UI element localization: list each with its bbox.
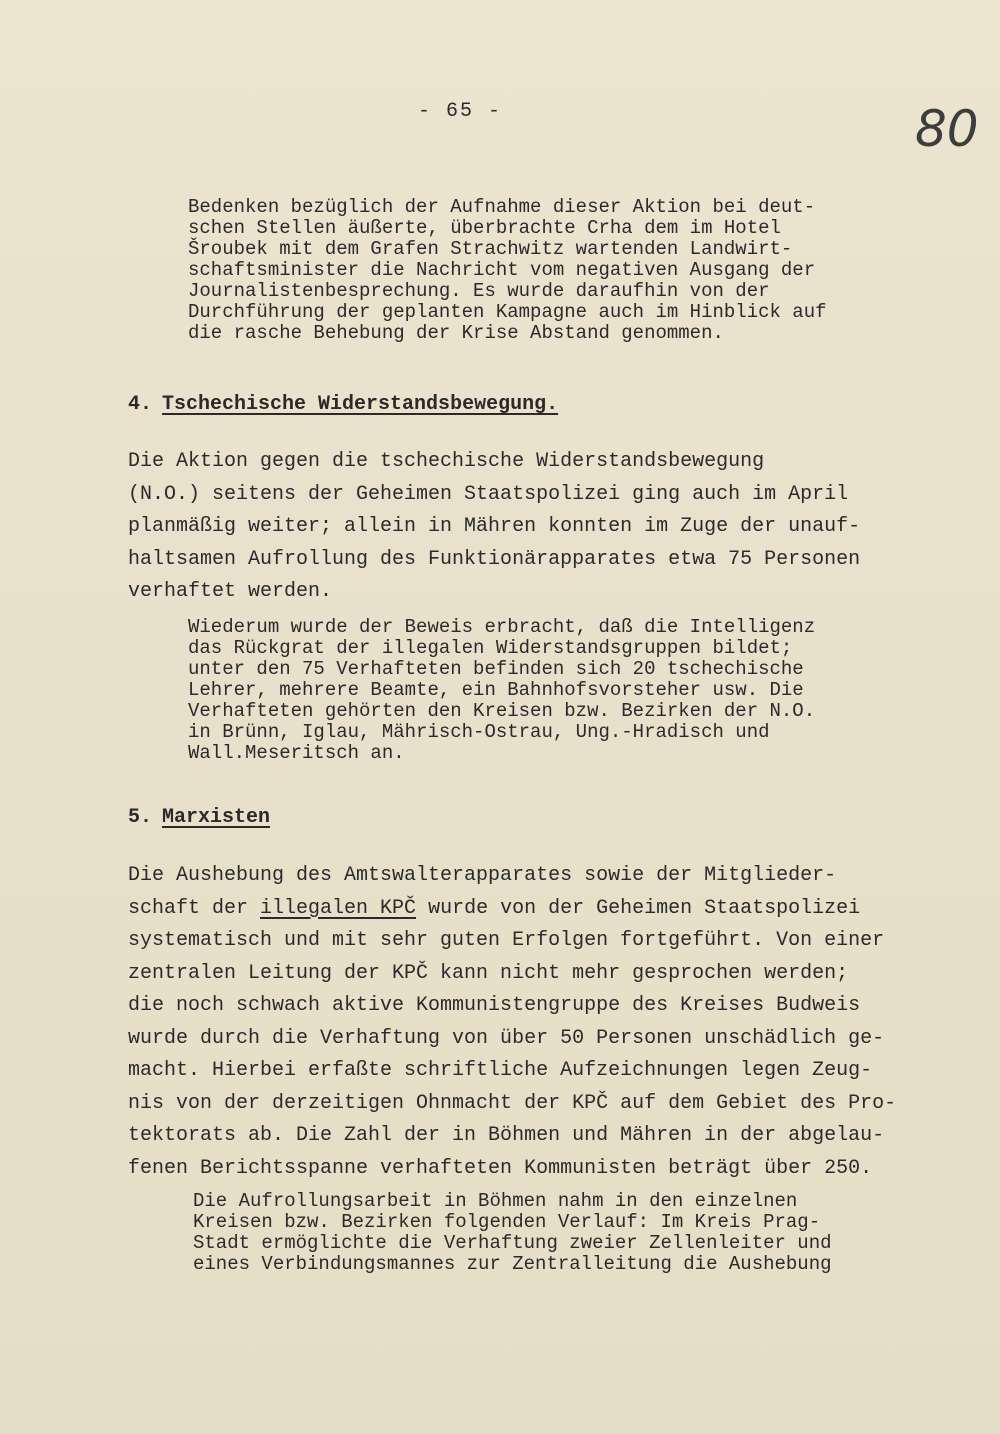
- section-5-line-1: Die Aushebung des Amtswalterapparates sowie der Mitglieder-: [128, 864, 837, 887]
- page-number: - 65 -: [417, 100, 502, 123]
- section-5-line-2: [128, 893, 948, 926]
- section-5-paragraph-rest: systematisch und mit sehr guten Erfolgen fortgeführt. Von einer zentralen Leitung der KPČ kann nicht mehr gesprochen werden; die noch schwach aktive Kommunistengruppe des Kreises Budweis wurde durch die Verhaftung von über 50 Personen unschädlich ge- macht. Hierbei erfaßte schriftliche Aufzeichnungen legen Zeug- nis von der derzeitigen Ohnmacht der KPČ auf dem Gebiet des Pro- tektorats ab. Die Zahl der in Böhmen und Mähren in der abgelau- fenen Berichtsspanne verhafteten Kommunisten beträgt über 250.: [128, 929, 897, 1180]
- paragraph-1: Bedenken bezüglich der Aufnahme dieser Aktion bei deut- schen Stellen äußerte, überbrachte Crha dem im Hotel Šroubek mit dem Grafen Strachwitz wartenden Landwirt- schaftsminister die Nachricht vom negativen Ausgang der Journalistenbesprechung. Es wurde daraufhin von der Durchführung der geplanten Kampagne auch im Hinblick auf die rasche Behebung der Krise Abstand genommen.: [188, 196, 827, 344]
- section-4-heading: [128, 393, 558, 416]
- section-5-title: Marxisten: [162, 806, 271, 829]
- section-5-line-2-start: schaft der: [128, 896, 261, 920]
- section-5-number: 5.: [128, 806, 153, 829]
- section-4-title: Tschechische Widerstandsbewegung.: [162, 393, 559, 416]
- section-4-paragraph-single: Wiederum wurde der Beweis erbracht, daß die Intelligenz das Rückgrat der illegalen Widerstandsgruppen bildet; unter den 75 Verhafteten befinden sich 20 tschechische Lehrer, mehrere Beamte, ein Bahnhofsvorsteher usw. Die Verhafteten gehörten den Kreisen bzw. Bezirken der N.O. in Brünn, Iglau, Mährisch-Ostrau, Ung.-Hradisch und Wall.Meseritsch an.: [188, 616, 816, 764]
- section-5-heading: [128, 806, 270, 829]
- section-4-paragraph-wide: Die Aktion gegen die tschechische Widerstandsbewegung (N.O.) seitens der Geheimen Staatspolizei ging auch im April planmäßig weiter; allein in Mähren konnten im Zuge der unauf- haltsamen Aufrollung des Funktionärapparates etwa 75 Personen verhaftet werden.: [128, 450, 861, 603]
- section-4-number: 4.: [128, 393, 153, 416]
- illegal-kpc-underlined: illegalen KPČ: [260, 896, 417, 920]
- archive-number-handwritten: 80: [915, 100, 979, 158]
- section-5-paragraph-single: Die Aufrollungsarbeit in Böhmen nahm in den einzelnen Kreisen bzw. Bezirken folgenden Verlauf: Im Kreis Prag- Stadt ermöglichte die Verhaftung zweier Zellenleiter und eines Verbindungsmannes zur Zentralleitung die Aushebung: [193, 1190, 832, 1275]
- section-5-line-2-end: wurde von der Geheimen Staatspolizei: [416, 896, 861, 920]
- section-5-paragraph-wide: [128, 860, 948, 1185]
